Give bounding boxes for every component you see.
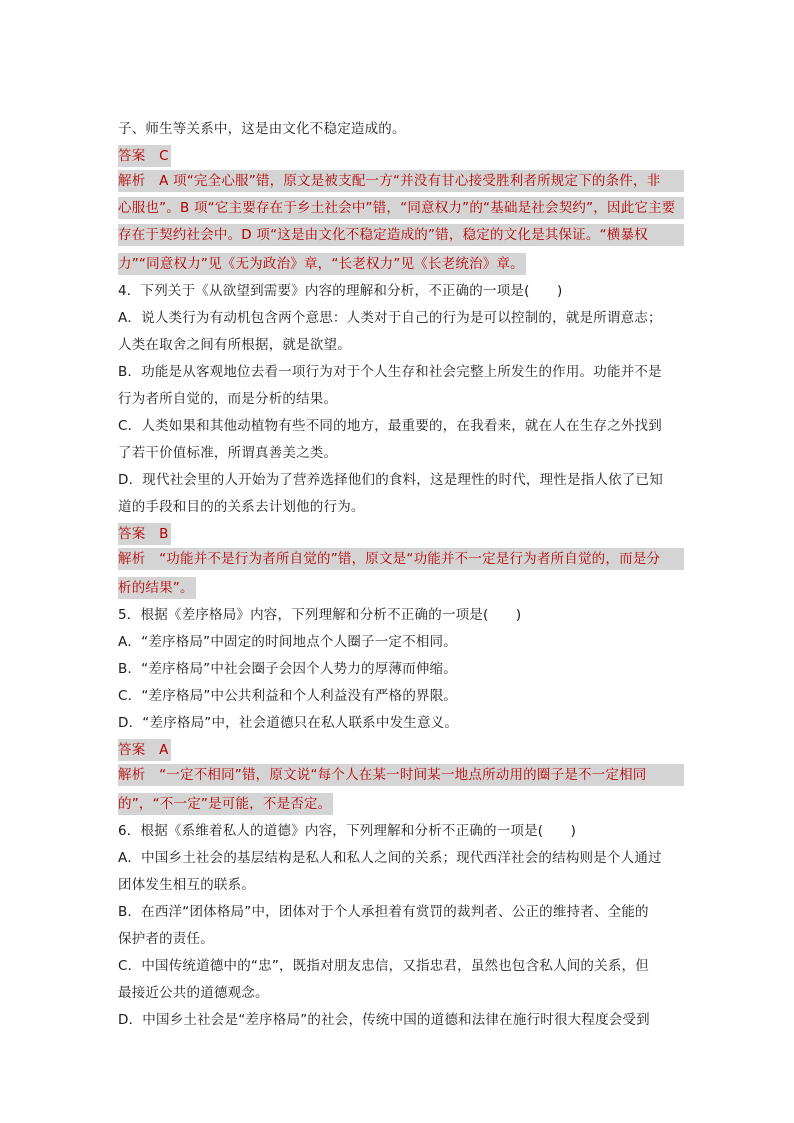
line-text: A．中国乡土社会的基层结构是私人和私人之间的关系；现代西洋社会的结构则是个人通过 <box>118 850 662 866</box>
text-line <box>118 602 684 629</box>
answer-line <box>118 737 684 764</box>
line-text: 5．根据《差序格局》内容，下列理解和分析不正确的一项是( ) <box>118 607 522 623</box>
text-line <box>118 278 684 305</box>
explanation-line <box>118 548 684 575</box>
text-line <box>118 413 684 440</box>
explanation-line <box>118 224 684 251</box>
line-text: 解析 A 项“完全心服”错，原文是被支配一方“并没有甘心接受胜利者所规定下的条件，非 <box>118 170 684 192</box>
text-line <box>118 467 684 494</box>
text-line <box>118 953 684 980</box>
line-text: 解析 “一定不相同”错，原文说“每个人在某一时间某一地点所动用的圈子是不一定相同 <box>118 764 684 786</box>
line-text: D．现代社会里的人开始为了营养选择他们的食料，这是理性的时代，理性是指人依了已知 <box>118 472 663 488</box>
line-text: C．中国传统道德中的“忠”，既指对朋友忠信，又指忠君，虽然也包含私人间的关系，但 <box>118 958 649 974</box>
text-line <box>118 926 684 953</box>
document-body <box>118 116 684 1034</box>
text-line <box>118 116 684 143</box>
explanation-line <box>118 251 684 278</box>
explanation-line <box>118 791 684 818</box>
line-text: 保护者的责任。 <box>118 931 214 947</box>
line-text: 析的结果”。 <box>118 577 196 599</box>
text-line <box>118 683 684 710</box>
line-text: 的”，“不一定”是可能，不是否定。 <box>118 793 333 815</box>
text-line <box>118 980 684 1007</box>
line-text: 答案 B <box>118 523 171 545</box>
line-text: C．人类如果和其他动植物有些不同的地方，最重要的，在我看来，就在人在生存之外找到 <box>118 418 662 434</box>
text-line <box>118 818 684 845</box>
text-line <box>118 359 684 386</box>
answer-line <box>118 521 684 548</box>
text-line <box>118 332 684 359</box>
line-text: 了若干价值标准，所谓真善美之类。 <box>118 445 338 461</box>
line-text: 力”“同意权力”见《无为政治》章，“长老权力”见《长老统治》章。 <box>118 253 526 275</box>
line-text: D．“差序格局”中，社会道德只在私人联系中发生意义。 <box>118 715 459 731</box>
line-text: C．“差序格局”中公共利益和个人利益没有严格的界限。 <box>118 688 458 704</box>
explanation-line <box>118 170 684 197</box>
line-text: 4．下列关于《从欲望到需要》内容的理解和分析，不正确的一项是( ) <box>118 283 563 299</box>
text-line <box>118 872 684 899</box>
explanation-line <box>118 197 684 224</box>
text-line <box>118 440 684 467</box>
line-text: 道的手段和目的的关系去计划他的行为。 <box>118 499 365 515</box>
text-line <box>118 629 684 656</box>
text-line <box>118 305 684 332</box>
line-text: 答案 A <box>118 739 171 761</box>
text-line <box>118 845 684 872</box>
line-text: 心服也”。B 项“它主要存在于乡土社会中”错，“同意权力”的“基础是社会契约”，因此它主要 <box>118 197 684 219</box>
line-text: B．在西洋“团体格局”中，团体对于个人承担着有赏罚的裁判者、公正的维持者、全能的 <box>118 904 649 920</box>
explanation-line <box>118 764 684 791</box>
line-text: A．说人类行为有动机包含两个意思：人类对于自己的行为是可以控制的，就是所谓意志； <box>118 310 662 326</box>
explanation-line <box>118 575 684 602</box>
line-text: D．中国乡土社会是“差序格局”的社会，传统中国的道德和法律在施行时很大程度会受到 <box>118 1012 650 1028</box>
text-line <box>118 656 684 683</box>
text-line <box>118 386 684 413</box>
line-text: A．“差序格局”中固定的时间地点个人圈子一定不相同。 <box>118 634 457 650</box>
text-line <box>118 1007 684 1034</box>
line-text: B．功能是从客观地位去看一项行为对于个人生存和社会完整上所发生的作用。功能并不是 <box>118 364 662 380</box>
line-text: 子、师生等关系中，这是由文化不稳定造成的。 <box>118 121 406 137</box>
line-text: 答案 C <box>118 145 171 167</box>
answer-line <box>118 143 684 170</box>
line-text: 6．根据《系维着私人的道德》内容，下列理解和分析不正确的一项是( ) <box>118 823 577 839</box>
line-text: 最接近公共的道德观念。 <box>118 985 269 1001</box>
line-text: 存在于契约社会中。D 项“这是由文化不稳定造成的”错，稳定的文化是其保证。“横暴权 <box>118 224 684 246</box>
line-text: 人类在取舍之间有所根据，就是欲望。 <box>118 337 351 353</box>
line-text: 团体发生相互的联系。 <box>118 877 255 893</box>
text-line <box>118 710 684 737</box>
line-text: 解析 “功能并不是行为者所自觉的”错，原文是“功能并不一定是行为者所自觉的，而是分 <box>118 548 684 570</box>
text-line <box>118 899 684 926</box>
line-text: 行为者所自觉的，而是分析的结果。 <box>118 391 338 407</box>
line-text: B．“差序格局”中社会圈子会因个人势力的厚薄而伸缩。 <box>118 661 457 677</box>
text-line <box>118 494 684 521</box>
